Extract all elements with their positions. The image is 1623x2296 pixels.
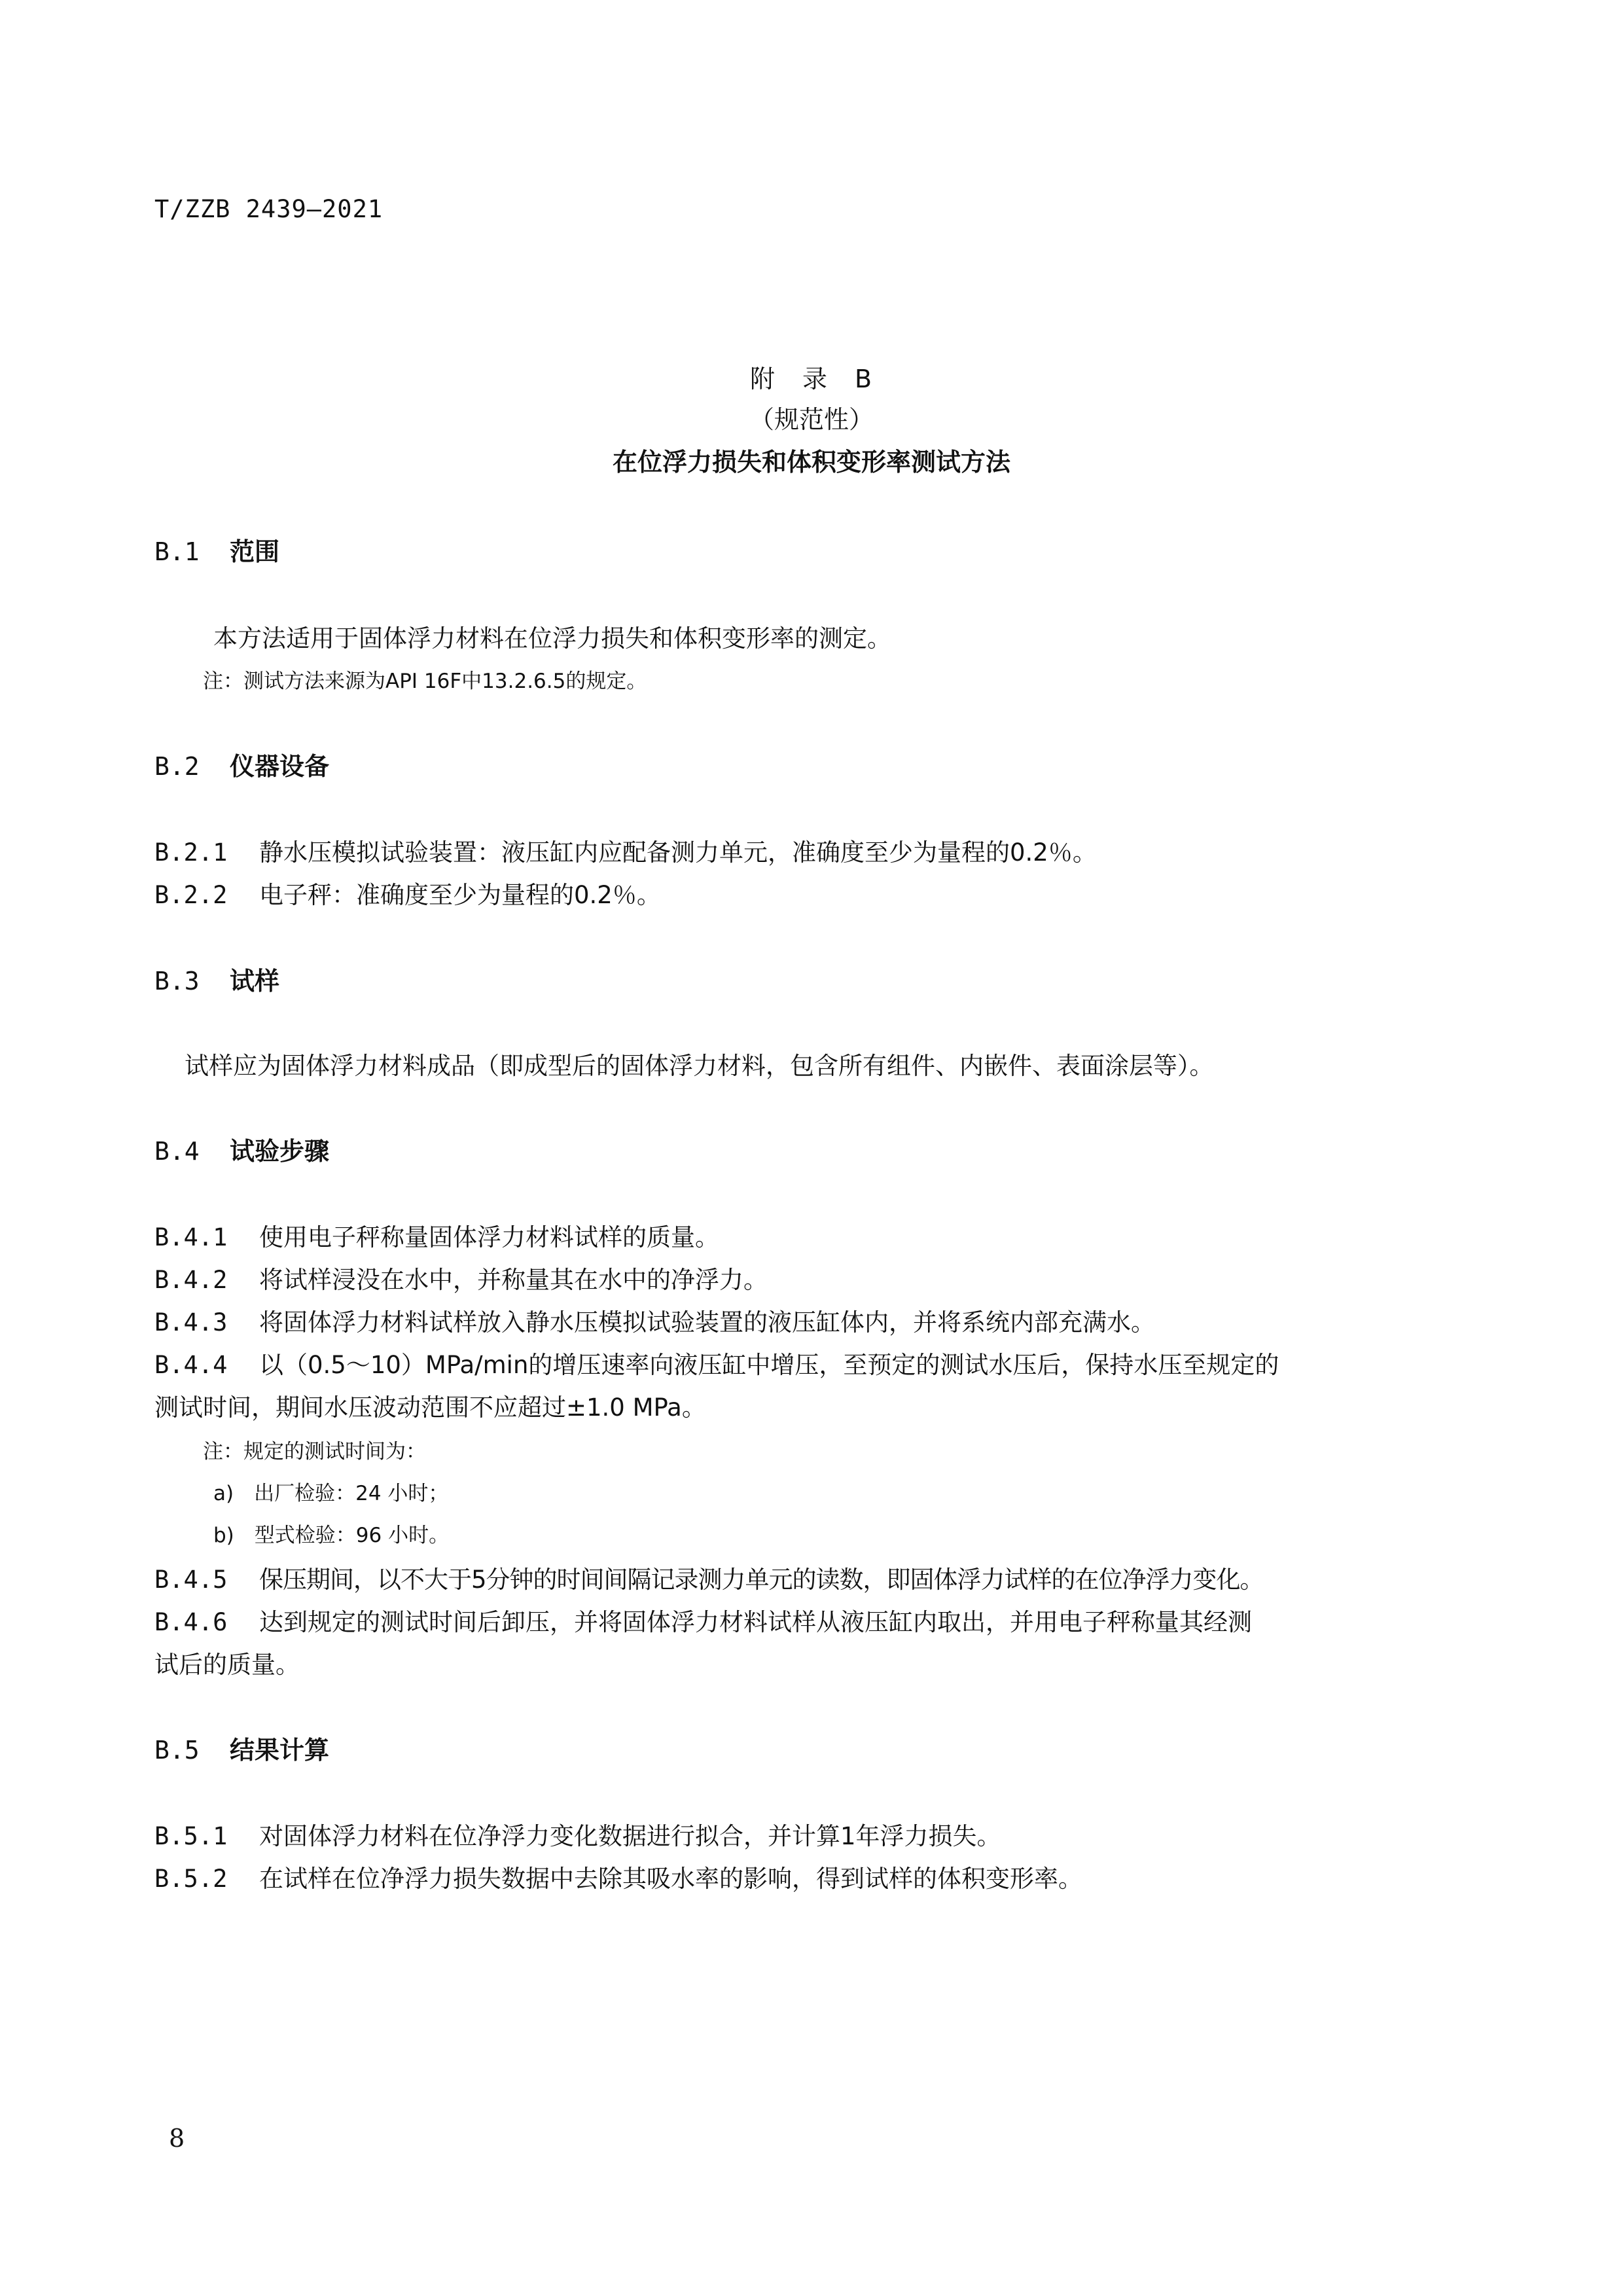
clause-b4-1 — [154, 1217, 719, 1253]
annex-title: 附 录 B — [749, 365, 874, 393]
clause-b4-4-continued: 测试时间，期间水压波动范围不应超过±1.0 MPa。 — [154, 1393, 706, 1422]
clause-text: 静水压模拟试验装置：液压缸内应配备测力单元，准确度至少为量程的0.2％。 — [259, 838, 1097, 867]
clause-b5-2 — [154, 1859, 1082, 1894]
section-b2-heading — [154, 746, 329, 782]
clause-number: B.2.1 — [154, 838, 228, 867]
section-number: B.5 — [154, 1736, 200, 1765]
clause-text: 以（0.5～10）MPa/min的增压速率向液压缸中增压，至预定的测试水压后，保持水压至规定的 — [259, 1351, 1279, 1379]
section-b1-heading — [154, 531, 279, 567]
section-title: 结果计算 — [230, 1736, 330, 1765]
clause-number: B.4.4 — [154, 1351, 228, 1379]
section-title: 仪器设备 — [230, 752, 330, 781]
section-title: 试样 — [230, 967, 280, 996]
section-b4-heading — [154, 1131, 329, 1167]
section-number: B.3 — [154, 967, 200, 996]
clause-number: B.4.2 — [154, 1266, 228, 1294]
clause-b4-5 — [154, 1560, 1264, 1595]
clause-text: 保压期间，以不大于5分钟的时间间隔记录测力单元的读数，即固体浮力试样的在位净浮力变化。 — [259, 1566, 1264, 1594]
section-number: B.1 — [154, 537, 200, 566]
section-b3-heading — [154, 961, 279, 997]
clause-number: B.2.2 — [154, 881, 228, 909]
clause-b5-1 — [154, 1816, 1001, 1852]
clause-b4-4 — [154, 1345, 1279, 1380]
clause-text: 对固体浮力材料在位净浮力变化数据进行拟合，并计算1年浮力损失。 — [259, 1822, 1001, 1850]
section-title: 范围 — [230, 537, 280, 566]
clause-b4-6-continued: 试后的质量。 — [154, 1651, 300, 1679]
annex-nature: （规范性） — [749, 405, 874, 434]
b4-note-title: 注：规定的测试时间为： — [203, 1440, 426, 1463]
clause-b2-2 — [154, 875, 661, 910]
section-title: 试验步骤 — [230, 1137, 330, 1166]
section-b5-heading — [154, 1730, 329, 1766]
clause-text: 电子秤：准确度至少为量程的0.2％。 — [259, 881, 661, 909]
clause-text: 将试样浸没在水中，并称量其在水中的净浮力。 — [259, 1266, 768, 1294]
standard-code: T/ZZB 2439—2021 — [154, 195, 383, 223]
clause-text: 达到规定的测试时间后卸压，并将固体浮力材料试样从液压缸内取出，并用电子秤称量其经测 — [259, 1608, 1252, 1636]
b4-note-item-a: a) 出厂检验：24 小时； — [213, 1482, 449, 1505]
page-number: 8 — [169, 2124, 185, 2153]
clause-number: B.4.1 — [154, 1223, 228, 1251]
clause-b2-1 — [154, 833, 1097, 868]
clause-text: 使用电子秤称量固体浮力材料试样的质量。 — [259, 1223, 719, 1251]
clause-number: B.4.5 — [154, 1566, 228, 1594]
clause-number: B.5.2 — [154, 1865, 228, 1893]
clause-number: B.5.1 — [154, 1822, 228, 1850]
clause-b4-2 — [154, 1260, 768, 1295]
annex-name: 在位浮力损失和体积变形率测试方法 — [612, 448, 1010, 476]
clause-text: 将固体浮力材料试样放入静水压模拟试验装置的液压缸体内，并将系统内部充满水。 — [259, 1308, 1155, 1336]
clause-text: 在试样在位净浮力损失数据中去除其吸水率的影响，得到试样的体积变形率。 — [259, 1865, 1082, 1893]
section-number: B.4 — [154, 1137, 200, 1166]
b1-paragraph: 本方法适用于固体浮力材料在位浮力损失和体积变形率的测定。 — [213, 624, 891, 653]
clause-b4-3 — [154, 1302, 1155, 1338]
b4-note-item-b: b) 型式检验：96 小时。 — [213, 1524, 450, 1547]
b3-paragraph: 试样应为固体浮力材料成品（即成型后的固体浮力材料，包含所有组件、内嵌件、表面涂层等）。 — [185, 1052, 1214, 1080]
clause-b4-6 — [154, 1602, 1252, 1638]
clause-number: B.4.3 — [154, 1308, 228, 1336]
b1-note: 注：测试方法来源为API 16F中13.2.6.5的规定。 — [203, 670, 647, 693]
clause-number: B.4.6 — [154, 1608, 228, 1636]
section-number: B.2 — [154, 752, 200, 781]
